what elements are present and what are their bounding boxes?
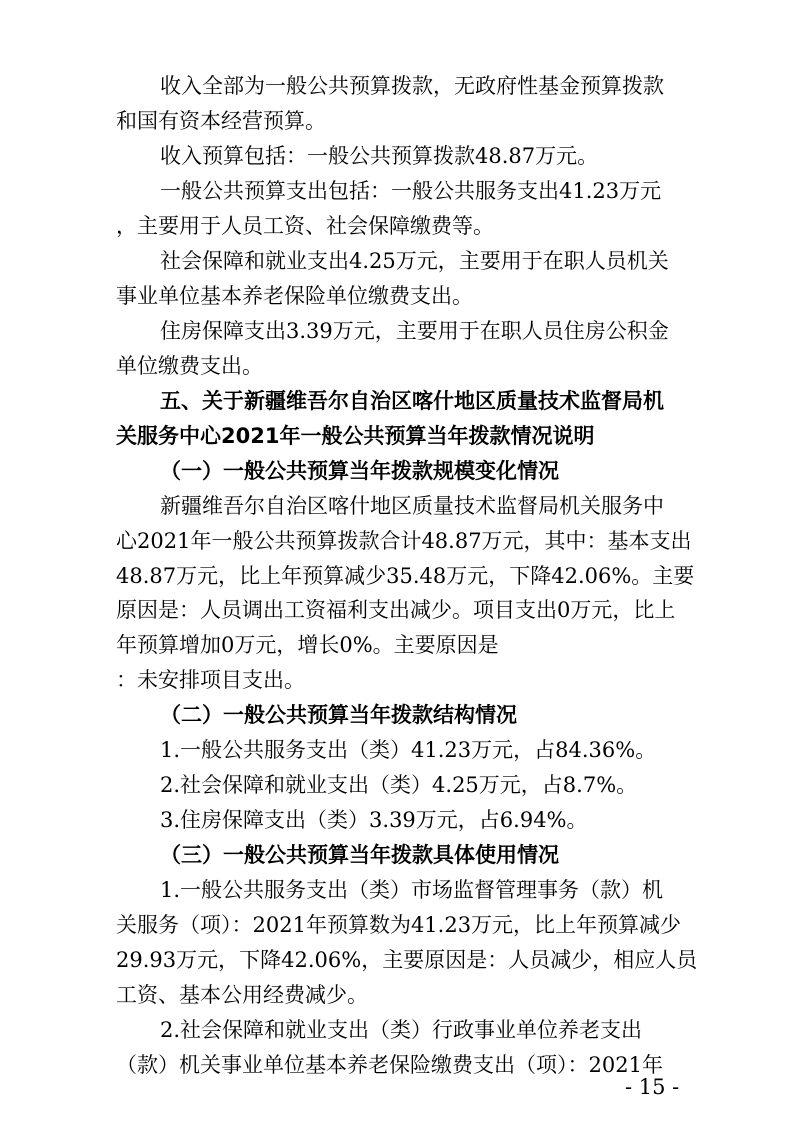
body-text-line: 年预算增加0万元，增长0%。主要原因是 — [116, 633, 499, 658]
body-text-line: 29.93万元，下降42.06%，主要原因是：人员减少，相应人员 — [116, 948, 698, 973]
list-item: 3.住房保障支出（类）3.39万元，占6.94%。 — [160, 808, 588, 833]
body-text-line: 48.87万元，比上年预算减少35.48万元，下降42.06%。主要 — [116, 563, 695, 588]
body-text-line: 和国有资本经营预算。 — [116, 108, 326, 133]
body-text-line: 住房保障支出3.39万元，主要用于在职人员住房公积金 — [160, 318, 669, 343]
body-text-line: ，主要用于人员工资、社会保障缴费等。 — [116, 213, 494, 238]
body-text-line: 关服务（项）：2021年预算数为41.23万元，比上年预算减少 — [116, 913, 682, 938]
body-text-line: ：未安排项目支出。 — [116, 668, 305, 693]
body-text-line: 工资、基本公用经费减少。 — [116, 983, 368, 1008]
list-item: 2.社会保障和就业支出（类）4.25万元，占8.7%。 — [160, 773, 638, 798]
body-text-line: 单位缴费支出。 — [116, 353, 263, 378]
subsection-heading: （一）一般公共预算当年拨款规模变化情况 — [160, 457, 559, 483]
section-heading: 五、关于新疆维吾尔自治区喀什地区质量技术监督局机 — [160, 388, 664, 413]
subsection-heading: （三）一般公共预算当年拨款具体使用情况 — [160, 842, 559, 868]
body-text-line: 事业单位基本养老保险单位缴费支出。 — [116, 283, 473, 308]
list-item: 1.一般公共服务支出（类）41.23万元，占84.36%。 — [160, 738, 657, 763]
body-text-line: （款）机关事业单位基本养老保险缴费支出（项）：2021年 — [116, 1053, 663, 1077]
section-heading: 关服务中心2021年一般公共预算当年拨款情况说明 — [116, 423, 595, 448]
body-text-line: 原因是：人员调出工资福利支出减少。项目支出0万元，比上 — [116, 598, 676, 623]
body-text-line: 收入全部为一般公共预算拨款，无政府性基金预算拨款 — [160, 74, 664, 98]
body-text-line: 1.一般公共服务支出（类）市场监督管理事务（款）机 — [160, 878, 664, 903]
body-text-line: 新疆维吾尔自治区喀什地区质量技术监督局机关服务中 — [160, 493, 664, 518]
body-text-line: 一般公共预算支出包括：一般公共服务支出41.23万元 — [160, 178, 662, 203]
body-text-line: 社会保障和就业支出4.25万元，主要用于在职人员机关 — [160, 248, 669, 273]
body-text-line: 收入预算包括：一般公共预算拨款48.87万元。 — [160, 143, 599, 168]
body-text-line: 心2021年一般公共预算拨款合计48.87万元，其中：基本支出 — [116, 528, 692, 553]
body-text-line: 2.社会保障和就业支出（类）行政事业单位养老支出 — [160, 1018, 643, 1043]
page-number: - 15 - — [625, 1075, 680, 1099]
subsection-heading: （二）一般公共预算当年拨款结构情况 — [160, 702, 517, 728]
